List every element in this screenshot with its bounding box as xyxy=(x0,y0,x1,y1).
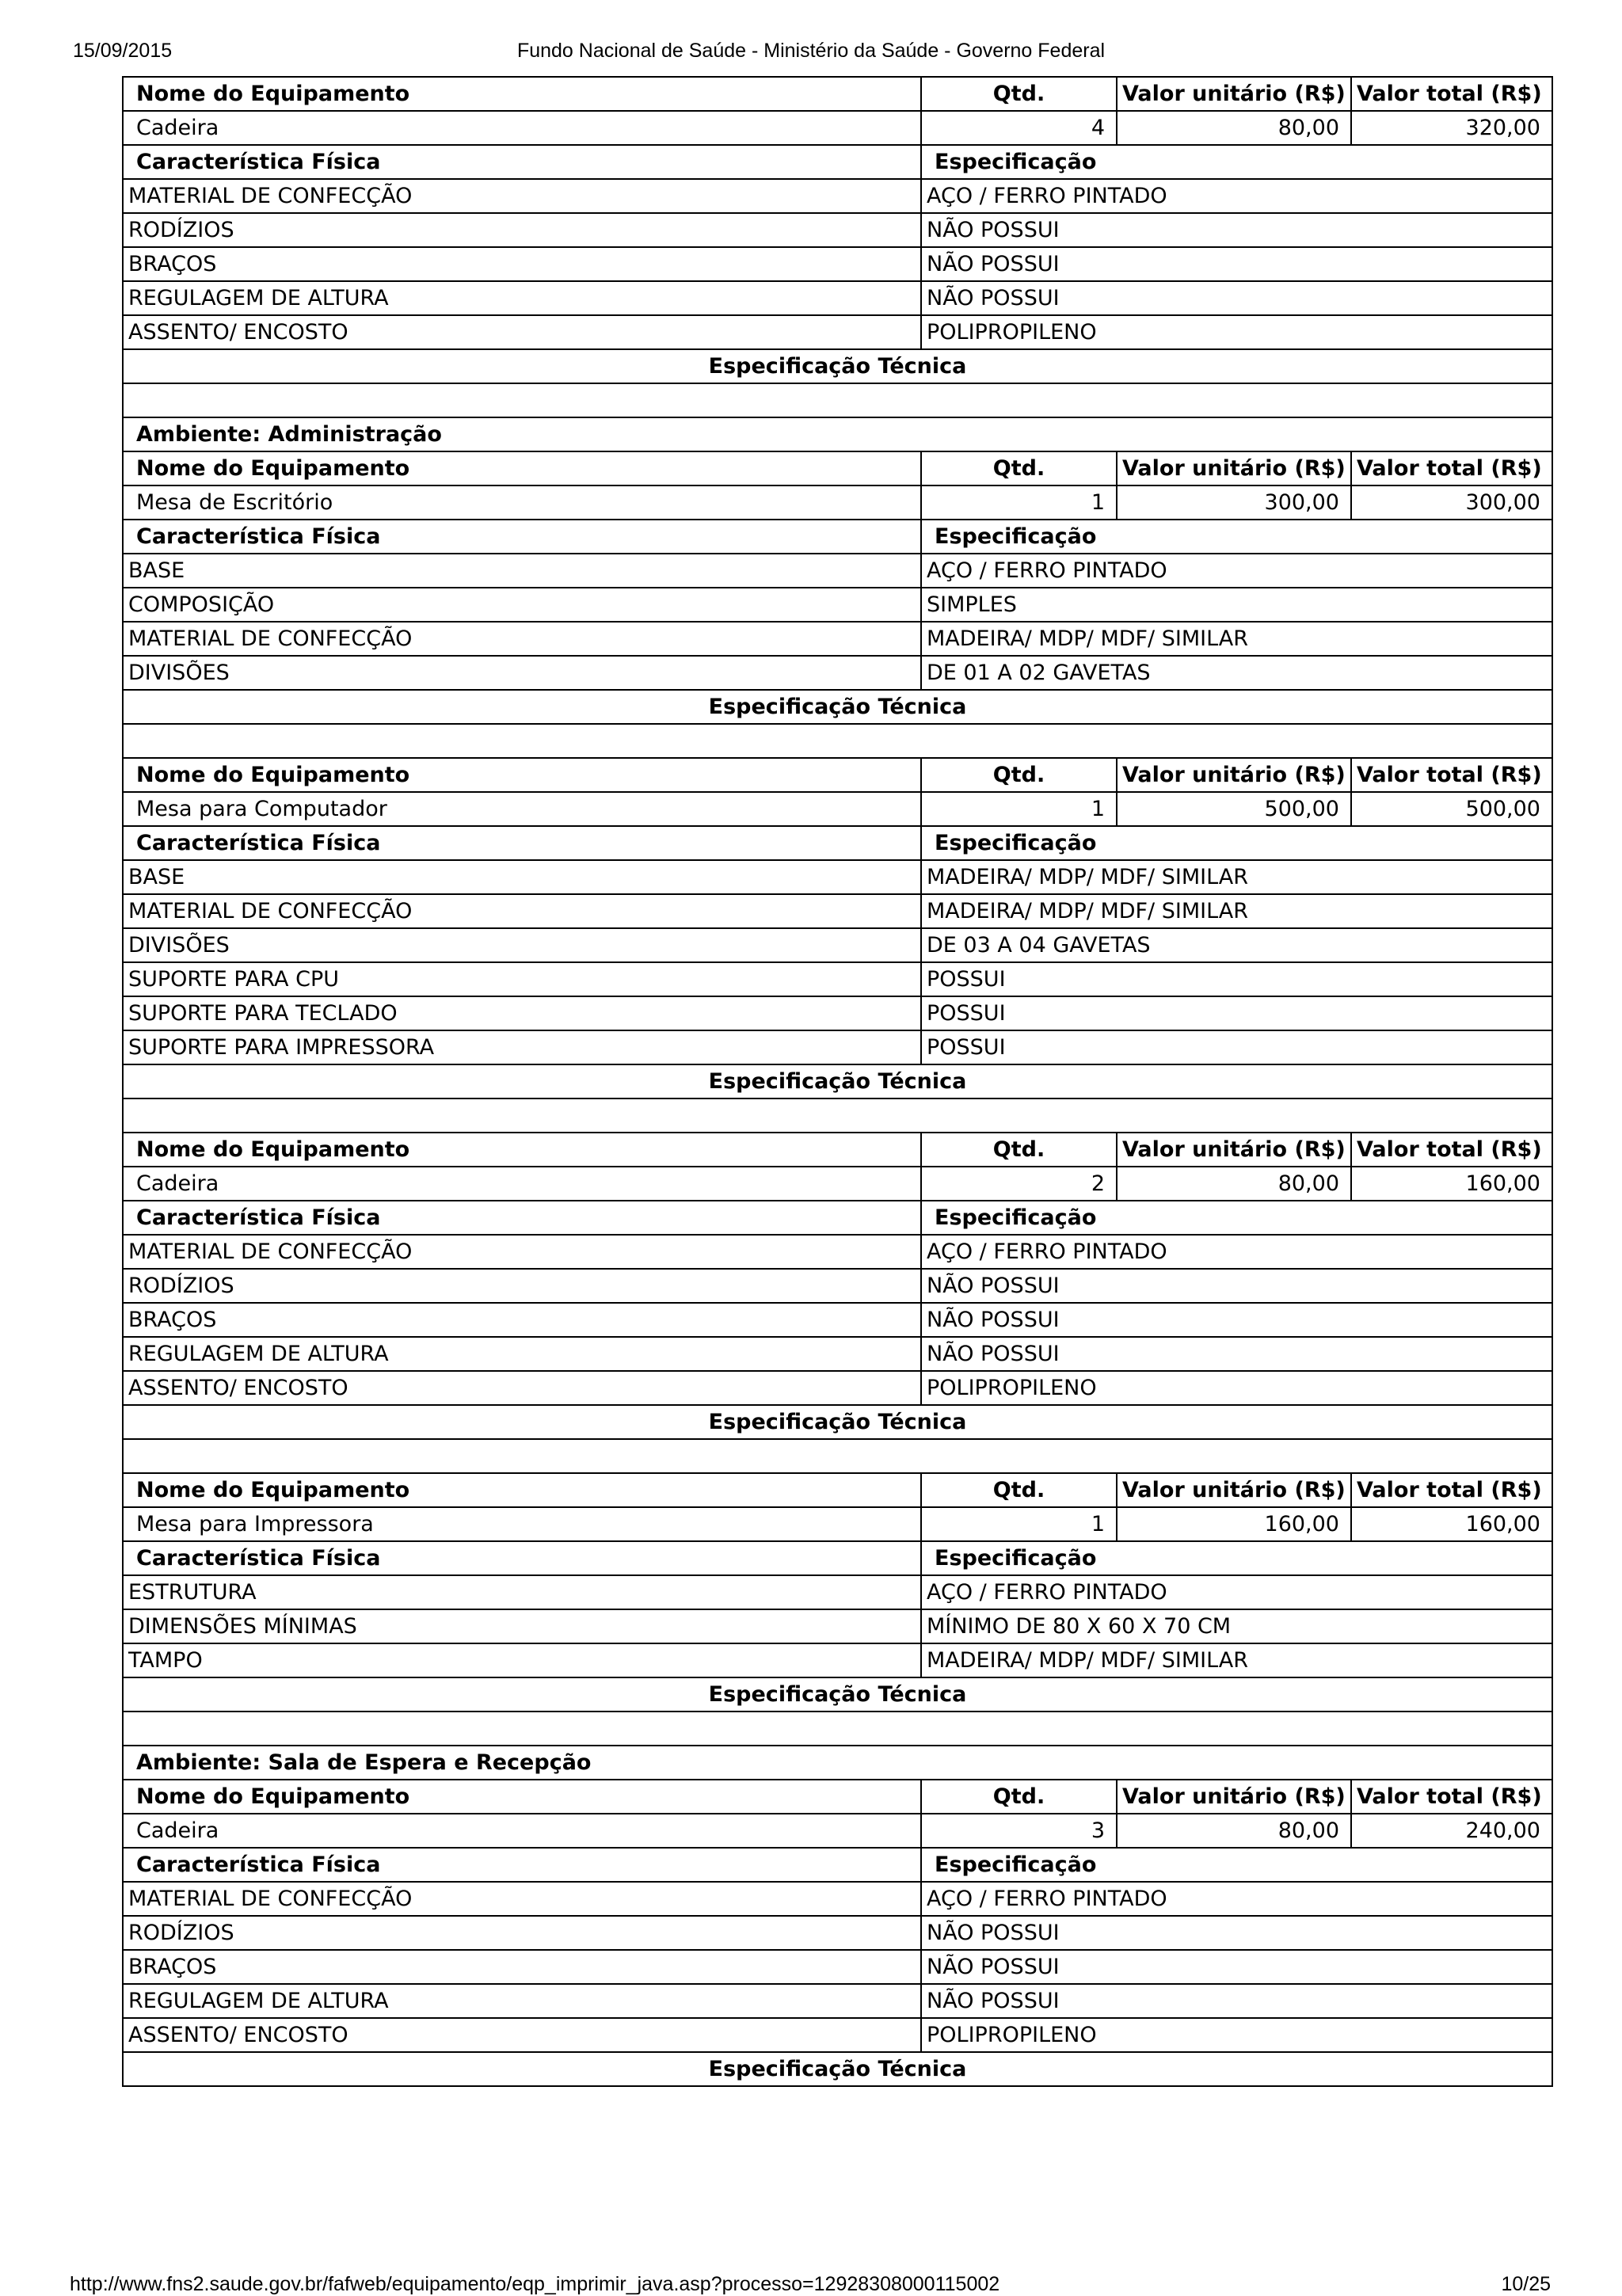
col-header-especificacao: Especificação xyxy=(921,145,1552,179)
spec-header-row xyxy=(123,145,1552,179)
equipment-name: Cadeira xyxy=(123,111,921,145)
tech-spec-body xyxy=(123,724,1552,758)
spec-row xyxy=(123,1371,1552,1405)
spec-row xyxy=(123,1235,1552,1269)
equipment-name: Mesa de Escritório xyxy=(123,485,921,520)
spec-key: DIMENSÕES MÍNIMAS xyxy=(123,1609,921,1643)
tech-spec-heading: Especificação Técnica xyxy=(123,2052,1552,2086)
tech-spec-header-row xyxy=(123,349,1552,383)
spec-value: DE 03 A 04 GAVETAS xyxy=(921,928,1552,962)
spec-header-row xyxy=(123,1541,1552,1575)
tech-spec-heading: Especificação Técnica xyxy=(123,1677,1552,1712)
spec-key: COMPOSIÇÃO xyxy=(123,588,921,622)
spec-value: MADEIRA/ MDP/ MDF/ SIMILAR xyxy=(921,894,1552,928)
col-header-caracteristica: Característica Física xyxy=(123,826,921,860)
spec-header-row xyxy=(123,520,1552,554)
equipment-row xyxy=(123,792,1552,826)
col-header-total: Valor total (R$) xyxy=(1351,1473,1552,1507)
equipment-unit-value: 80,00 xyxy=(1117,1167,1351,1201)
col-header-qtd: Qtd. xyxy=(921,758,1117,792)
col-header-name: Nome do Equipamento xyxy=(123,1780,921,1814)
spec-key: SUPORTE PARA IMPRESSORA xyxy=(123,1030,921,1064)
tech-spec-body xyxy=(123,1099,1552,1133)
tech-spec-body-row xyxy=(123,1099,1552,1133)
spec-value: SIMPLES xyxy=(921,588,1552,622)
print-date: 15/09/2015 xyxy=(73,40,173,62)
equipment-qtd: 3 xyxy=(921,1814,1117,1848)
spec-key: REGULAGEM DE ALTURA xyxy=(123,1337,921,1371)
tech-spec-heading: Especificação Técnica xyxy=(123,1405,1552,1439)
col-header-total: Valor total (R$) xyxy=(1351,758,1552,792)
spec-key: BASE xyxy=(123,554,921,588)
spec-key: REGULAGEM DE ALTURA xyxy=(123,281,921,315)
spec-key: TAMPO xyxy=(123,1643,921,1677)
col-header-qtd: Qtd. xyxy=(921,451,1117,485)
spec-key: MATERIAL DE CONFECÇÃO xyxy=(123,894,921,928)
spec-row xyxy=(123,1575,1552,1609)
col-header-total: Valor total (R$) xyxy=(1351,77,1552,111)
spec-row xyxy=(123,1643,1552,1677)
spec-key: DIVISÕES xyxy=(123,928,921,962)
tech-spec-body xyxy=(123,1712,1552,1746)
col-header-unit: Valor unitário (R$) xyxy=(1117,77,1351,111)
spec-key: BASE xyxy=(123,860,921,894)
tech-spec-body xyxy=(123,1439,1552,1473)
col-header-unit: Valor unitário (R$) xyxy=(1117,758,1351,792)
col-header-unit: Valor unitário (R$) xyxy=(1117,451,1351,485)
spec-row xyxy=(123,656,1552,690)
spec-value: NÃO POSSUI xyxy=(921,247,1552,281)
tech-spec-heading: Especificação Técnica xyxy=(123,349,1552,383)
equipment-table xyxy=(122,76,1553,2087)
equipment-qtd: 2 xyxy=(921,1167,1117,1201)
equipment-row xyxy=(123,485,1552,520)
tech-spec-header-row xyxy=(123,690,1552,724)
spec-value: MADEIRA/ MDP/ MDF/ SIMILAR xyxy=(921,860,1552,894)
col-header-caracteristica: Característica Física xyxy=(123,1201,921,1235)
col-header-name: Nome do Equipamento xyxy=(123,77,921,111)
tech-spec-body-row xyxy=(123,1712,1552,1746)
equipment-name: Cadeira xyxy=(123,1167,921,1201)
tech-spec-header-row xyxy=(123,1677,1552,1712)
page-title: Fundo Nacional de Saúde - Ministério da Saúde - Governo Federal xyxy=(516,40,1106,62)
col-header-caracteristica: Característica Física xyxy=(123,1848,921,1882)
equipment-qtd: 1 xyxy=(921,792,1117,826)
equipment-total-value: 320,00 xyxy=(1351,111,1552,145)
equipment-row xyxy=(123,1167,1552,1201)
ambiente-row xyxy=(123,1746,1552,1780)
equipment-header-row xyxy=(123,77,1552,111)
spec-key: ASSENTO/ ENCOSTO xyxy=(123,1371,921,1405)
spec-value: POSSUI xyxy=(921,1030,1552,1064)
spec-row xyxy=(123,213,1552,247)
spec-value: NÃO POSSUI xyxy=(921,1950,1552,1984)
equipment-unit-value: 80,00 xyxy=(1117,1814,1351,1848)
spec-key: MATERIAL DE CONFECÇÃO xyxy=(123,622,921,656)
col-header-caracteristica: Característica Física xyxy=(123,1541,921,1575)
spec-value: AÇO / FERRO PINTADO xyxy=(921,1235,1552,1269)
spec-value: AÇO / FERRO PINTADO xyxy=(921,1575,1552,1609)
equipment-header-row xyxy=(123,758,1552,792)
spec-value: AÇO / FERRO PINTADO xyxy=(921,554,1552,588)
spec-row xyxy=(123,554,1552,588)
spec-key: ASSENTO/ ENCOSTO xyxy=(123,315,921,349)
equipment-total-value: 240,00 xyxy=(1351,1814,1552,1848)
col-header-total: Valor total (R$) xyxy=(1351,1133,1552,1167)
page-url: http://www.fns2.saude.gov.br/fafweb/equipamento/eqp_imprimir_java.asp?processo=12928308000115002 xyxy=(70,2273,1000,2295)
equipment-total-value: 300,00 xyxy=(1351,485,1552,520)
col-header-especificacao: Especificação xyxy=(921,826,1552,860)
spec-value: NÃO POSSUI xyxy=(921,1303,1552,1337)
tech-spec-header-row xyxy=(123,1064,1552,1099)
spec-value: POLIPROPILENO xyxy=(921,2018,1552,2052)
spec-row xyxy=(123,622,1552,656)
spec-key: MATERIAL DE CONFECÇÃO xyxy=(123,1882,921,1916)
equipment-header-row xyxy=(123,1133,1552,1167)
spec-key: ESTRUTURA xyxy=(123,1575,921,1609)
spec-value: POSSUI xyxy=(921,996,1552,1030)
spec-value: MADEIRA/ MDP/ MDF/ SIMILAR xyxy=(921,622,1552,656)
tech-spec-heading: Especificação Técnica xyxy=(123,1064,1552,1099)
spec-row xyxy=(123,1916,1552,1950)
col-header-especificacao: Especificação xyxy=(921,520,1552,554)
spec-row xyxy=(123,1030,1552,1064)
col-header-especificacao: Especificação xyxy=(921,1848,1552,1882)
col-header-qtd: Qtd. xyxy=(921,77,1117,111)
spec-value: NÃO POSSUI xyxy=(921,1337,1552,1371)
tech-spec-header-row xyxy=(123,2052,1552,2086)
spec-key: ASSENTO/ ENCOSTO xyxy=(123,2018,921,2052)
equipment-header-row xyxy=(123,1473,1552,1507)
col-header-unit: Valor unitário (R$) xyxy=(1117,1780,1351,1814)
spec-key: SUPORTE PARA CPU xyxy=(123,962,921,996)
equipment-document xyxy=(122,76,1552,2087)
col-header-qtd: Qtd. xyxy=(921,1133,1117,1167)
spec-key: BRAÇOS xyxy=(123,247,921,281)
spec-row xyxy=(123,1269,1552,1303)
spec-row xyxy=(123,588,1552,622)
spec-key: MATERIAL DE CONFECÇÃO xyxy=(123,1235,921,1269)
equipment-header-row xyxy=(123,1780,1552,1814)
spec-key: SUPORTE PARA TECLADO xyxy=(123,996,921,1030)
equipment-name: Mesa para Computador xyxy=(123,792,921,826)
spec-key: RODÍZIOS xyxy=(123,1269,921,1303)
spec-value: DE 01 A 02 GAVETAS xyxy=(921,656,1552,690)
spec-value: POLIPROPILENO xyxy=(921,1371,1552,1405)
col-header-name: Nome do Equipamento xyxy=(123,758,921,792)
equipment-qtd: 1 xyxy=(921,1507,1117,1541)
page-number: 10/25 xyxy=(1501,2273,1551,2295)
equipment-total-value: 500,00 xyxy=(1351,792,1552,826)
spec-row xyxy=(123,2018,1552,2052)
equipment-row xyxy=(123,1507,1552,1541)
spec-row xyxy=(123,315,1552,349)
spec-value: POLIPROPILENO xyxy=(921,315,1552,349)
col-header-caracteristica: Característica Física xyxy=(123,145,921,179)
col-header-caracteristica: Característica Física xyxy=(123,520,921,554)
equipment-header-row xyxy=(123,451,1552,485)
col-header-name: Nome do Equipamento xyxy=(123,1473,921,1507)
equipment-qtd: 1 xyxy=(921,485,1117,520)
col-header-qtd: Qtd. xyxy=(921,1473,1117,1507)
spec-row xyxy=(123,1882,1552,1916)
tech-spec-body-row xyxy=(123,1439,1552,1473)
spec-value: AÇO / FERRO PINTADO xyxy=(921,179,1552,213)
spec-value: AÇO / FERRO PINTADO xyxy=(921,1882,1552,1916)
spec-row xyxy=(123,962,1552,996)
col-header-name: Nome do Equipamento xyxy=(123,1133,921,1167)
tech-spec-body-row xyxy=(123,724,1552,758)
ambiente-row xyxy=(123,417,1552,451)
spec-key: BRAÇOS xyxy=(123,1950,921,1984)
ambiente-heading: Ambiente: Sala de Espera e Recepção xyxy=(123,1746,1552,1780)
equipment-unit-value: 160,00 xyxy=(1117,1507,1351,1541)
spec-row xyxy=(123,247,1552,281)
equipment-total-value: 160,00 xyxy=(1351,1167,1552,1201)
equipment-row xyxy=(123,111,1552,145)
equipment-unit-value: 300,00 xyxy=(1117,485,1351,520)
equipment-qtd: 4 xyxy=(921,111,1117,145)
spec-key: MATERIAL DE CONFECÇÃO xyxy=(123,179,921,213)
spec-row xyxy=(123,179,1552,213)
spec-row xyxy=(123,860,1552,894)
col-header-name: Nome do Equipamento xyxy=(123,451,921,485)
spec-value: POSSUI xyxy=(921,962,1552,996)
spec-row xyxy=(123,1609,1552,1643)
equipment-unit-value: 80,00 xyxy=(1117,111,1351,145)
spec-row xyxy=(123,1984,1552,2018)
spec-value: NÃO POSSUI xyxy=(921,1984,1552,2018)
spec-row xyxy=(123,281,1552,315)
spec-header-row xyxy=(123,1201,1552,1235)
spec-value: MADEIRA/ MDP/ MDF/ SIMILAR xyxy=(921,1643,1552,1677)
spec-key: DIVISÕES xyxy=(123,656,921,690)
spec-row xyxy=(123,996,1552,1030)
spec-value: NÃO POSSUI xyxy=(921,213,1552,247)
spec-key: RODÍZIOS xyxy=(123,213,921,247)
col-header-unit: Valor unitário (R$) xyxy=(1117,1133,1351,1167)
col-header-especificacao: Especificação xyxy=(921,1201,1552,1235)
tech-spec-header-row xyxy=(123,1405,1552,1439)
spec-row xyxy=(123,1337,1552,1371)
spec-key: RODÍZIOS xyxy=(123,1916,921,1950)
spec-header-row xyxy=(123,1848,1552,1882)
col-header-especificacao: Especificação xyxy=(921,1541,1552,1575)
equipment-name: Mesa para Impressora xyxy=(123,1507,921,1541)
equipment-unit-value: 500,00 xyxy=(1117,792,1351,826)
col-header-total: Valor total (R$) xyxy=(1351,451,1552,485)
equipment-name: Cadeira xyxy=(123,1814,921,1848)
spec-key: BRAÇOS xyxy=(123,1303,921,1337)
spec-value: MÍNIMO DE 80 X 60 X 70 CM xyxy=(921,1609,1552,1643)
tech-spec-heading: Especificação Técnica xyxy=(123,690,1552,724)
spec-header-row xyxy=(123,826,1552,860)
spec-row xyxy=(123,1950,1552,1984)
col-header-unit: Valor unitário (R$) xyxy=(1117,1473,1351,1507)
col-header-total: Valor total (R$) xyxy=(1351,1780,1552,1814)
equipment-total-value: 160,00 xyxy=(1351,1507,1552,1541)
tech-spec-body-row xyxy=(123,383,1552,417)
spec-value: NÃO POSSUI xyxy=(921,1269,1552,1303)
spec-value: NÃO POSSUI xyxy=(921,1916,1552,1950)
spec-row xyxy=(123,1303,1552,1337)
spec-row xyxy=(123,894,1552,928)
ambiente-heading: Ambiente: Administração xyxy=(123,417,1552,451)
spec-row xyxy=(123,928,1552,962)
col-header-qtd: Qtd. xyxy=(921,1780,1117,1814)
spec-value: NÃO POSSUI xyxy=(921,281,1552,315)
spec-key: REGULAGEM DE ALTURA xyxy=(123,1984,921,2018)
equipment-row xyxy=(123,1814,1552,1848)
tech-spec-body xyxy=(123,383,1552,417)
